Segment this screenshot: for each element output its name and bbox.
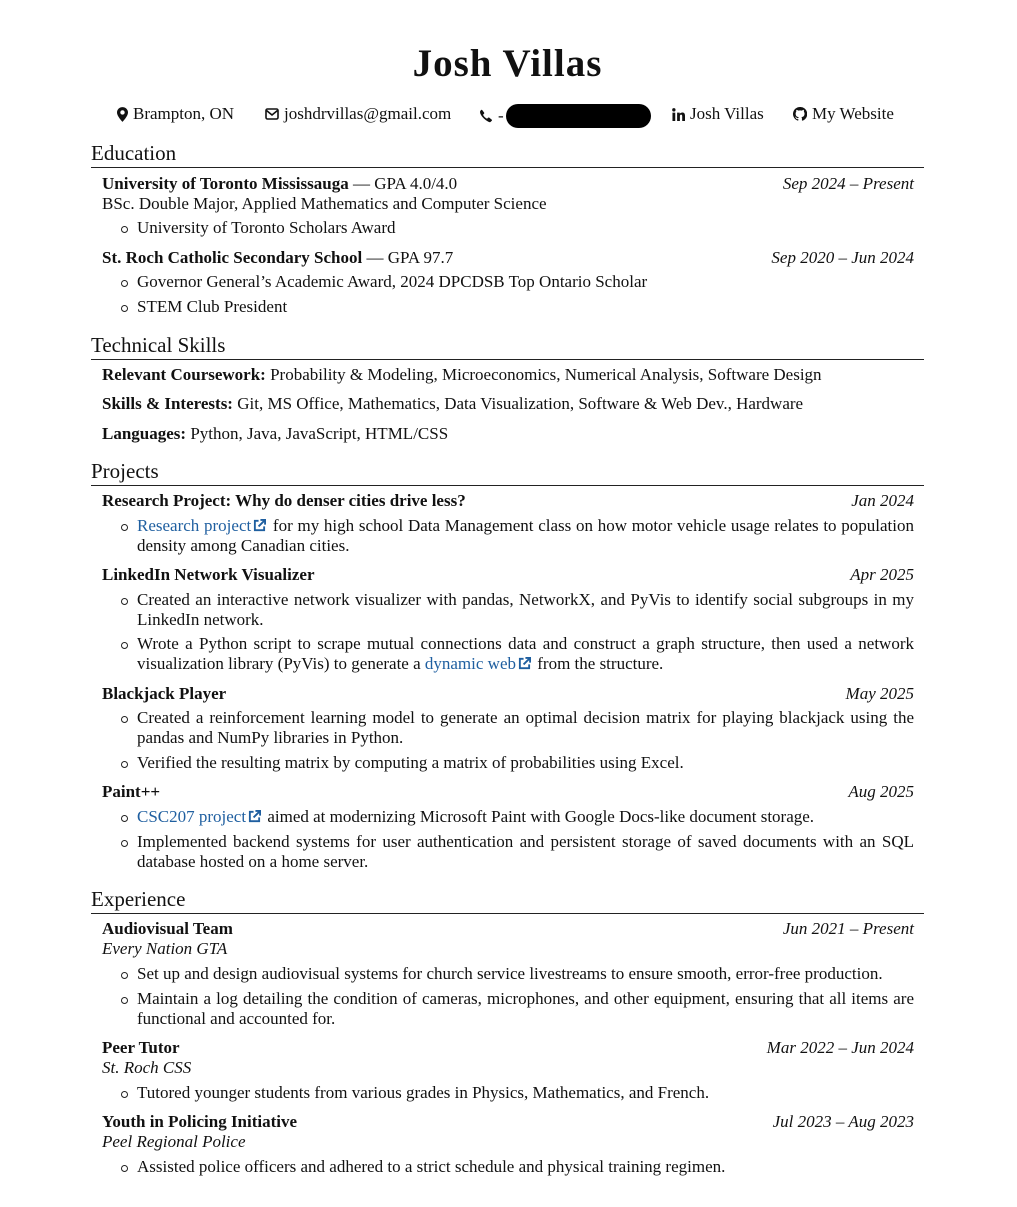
experience-section [91,887,924,1176]
school-name: University of Toronto Mississauga [102,174,349,193]
list-item: STEM Club President [137,297,914,317]
contact-phone: - [479,104,651,128]
list-item: Verified the resulting matrix by computing a matrix of probabilities using Excel. [137,753,914,773]
csc207-project-link[interactable]: CSC207 project [137,807,247,826]
organization: St. Roch CSS [102,1058,192,1077]
list-item: Maintain a log detailing the condition of cameras, microphones, and other equipment, ensuring that all items are functional and accounted for. [137,989,914,1028]
project-date: Apr 2025 [850,565,914,584]
skill-row: Relevant Coursework: Probability & Modeling, Microeconomics, Numerical Analysis, Software Design [102,365,822,384]
organization: Every Nation GTA [102,939,228,958]
skill-row: Skills & Interests: Git, MS Office, Mathematics, Data Visualization, Software & Web Dev., Hardware [102,394,804,413]
phone-icon [479,109,493,123]
contact-website[interactable]: My Website [793,104,894,124]
job-role: Youth in Policing Initiative [102,1112,298,1131]
list-item: Assisted police officers and adhered to a strict schedule and physical training regimen. [137,1157,914,1177]
date-range: Sep 2020 – Jun 2024 [771,248,914,267]
research-project-link[interactable]: Research project [137,516,252,535]
project-name: Research Project: Why do denser cities drive less? [102,491,466,510]
redacted-phone [506,104,651,128]
projects-section [91,459,924,871]
list-item: University of Toronto Scholars Award [137,218,914,238]
list-item: Set up and design audiovisual systems for church service livestreams to ensure smooth, error-free production. [137,964,914,984]
date-range: Sep 2024 – Present [782,174,914,193]
project-date: May 2025 [845,684,914,703]
list-item: Created a reinforcement learning model to generate an optimal decision matrix for playing blackjack using the pandas and NumPy libraries in Python. [137,708,914,747]
linkedin-icon [672,108,685,121]
contact-bar [91,104,924,126]
skill-row: Languages: Python, Java, JavaScript, HTML/CSS [102,424,449,443]
list-item: Governor General’s Academic Award, 2024 DPCDSB Top Ontario Scholar [137,272,914,292]
date-range: Jul 2023 – Aug 2023 [772,1112,914,1131]
external-link-icon[interactable] [253,519,266,532]
contact-location: Brampton, ON [117,104,234,124]
contact-email[interactable]: joshdrvillas@gmail.com [265,104,451,124]
project-name: Paint++ [102,782,161,801]
project-name: Blackjack Player [102,684,227,703]
job-role: Peer Tutor [102,1038,180,1057]
list-item: Tutored younger students from various grades in Physics, Mathematics, and French. [137,1083,914,1103]
school-name: St. Roch Catholic Secondary School [102,248,363,267]
dynamic-web-link[interactable]: dynamic web [424,654,516,673]
project-date: Jan 2024 [851,491,914,510]
project-name: LinkedIn Network Visualizer [102,565,315,584]
github-icon [793,107,807,121]
date-range: Mar 2022 – Jun 2024 [766,1038,914,1057]
list-item: CSC207 project aimed at modernizing Microsoft Paint with Google Docs-like document storage. [137,807,914,827]
section-title-experience: Experience [91,887,924,914]
envelope-icon [265,108,279,120]
job-role: Audiovisual Team [102,919,233,938]
list-item: Wrote a Python script to scrape mutual connections data and construct a graph structure, then used a network visualization library (PyVis) to generate a dynamic web from the structure. [137,634,914,673]
skills-section [91,333,924,443]
resume-name: Josh Villas [412,42,603,85]
section-title-projects: Projects [91,459,924,486]
contact-linkedin[interactable]: Josh Villas [672,104,764,124]
date-range: Jun 2021 – Present [782,919,914,938]
education-section: Education University of Toronto Mississauga — GPA 4.0/4.0 Sep 2024 – Present BSc. Double Major, Applied Mathematics and Computer Science University of Toronto Scholars Award St. Roch Catholic Secondary School — GPA 97.7 Sep 2020 – Jun 2024 Governor General’s Academic Award, 2024 DPCDSB Top Ontario Scholar STEM Club President [91,141,924,168]
project-date: Aug 2025 [848,782,914,801]
degree: BSc. Double Major, Applied Mathematics and Computer Science [102,194,547,213]
external-link-icon[interactable] [518,657,531,670]
map-pin-icon [117,107,128,122]
external-link-icon[interactable] [248,810,261,823]
list-item: Created an interactive network visualizer with pandas, NetworkX, and PyVis to identify social subgroups in my LinkedIn network. [137,590,914,629]
list-item: Implemented backend systems for user authentication and persistent storage of saved documents with an SQL database hosted on a home server. [137,832,914,871]
organization: Peel Regional Police [102,1132,246,1151]
section-title-skills: Technical Skills [91,333,924,360]
section-title-education: Education [91,141,924,168]
list-item: Research project for my high school Data Management class on how motor vehicle usage relates to population density among Canadian cities. [137,516,914,555]
